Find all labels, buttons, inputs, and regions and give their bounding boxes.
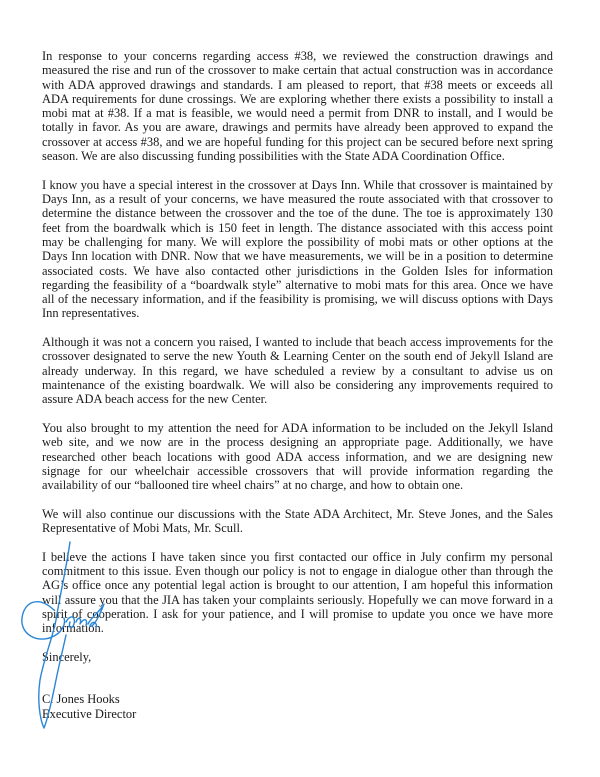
closing-salutation: Sincerely, (42, 650, 92, 665)
paragraph-website-signage: You also brought to my attention the need for ADA information to be included on the Jekyll Island web site, and we now are in the process designing an appropriate page. Additionally, we have researched other beach locations with good ADA access information, and we are designing new signage for our wheelchair accessible crossovers that will provide information regarding the availability of our “ballooned tire wheel chairs” at no charge, and how to obtain one. (42, 421, 553, 493)
paragraph-commitment: I believe the actions I have taken since you first contacted our office in July confirm my personal commitment to this issue. Even though our policy is not to engage in dialogue other than through the AG’s office once any potential legal action is brought to our attention, I am hopeful this information will assure you that the JIA has taken your complaints seriously. Hopefully we can move forward in a spirit of cooperation. I ask for your patience, and I will promise to update you once we have more information. (42, 549, 553, 636)
signer-name: C. Jones Hooks (42, 692, 120, 707)
paragraph-discussions: We will also continue our discussions with the State ADA Architect, Mr. Steve Jones, and the Sales Representative of Mobi Mats, Mr. Scull. (42, 506, 553, 536)
paragraph-days-inn: I know you have a special interest in the crossover at Days Inn. While that crossover is maintained by Days Inn, as a result of your concerns, we have measured the route associated with that crossover to determine the distance between the crossover and the toe of the dune. The toe is approximately 130 feet from the boardwalk which is 150 feet in length. The distance associated with this access point may be challenging for many. We will explore the possibility of mobi mats or other options at the Days Inn location with DNR. Now that we have measurements, we will be in a position to determine associated costs. We have also contacted other jurisdictions in the Golden Isles for information regarding the feasibility of a “boardwalk style” alternative to mobi mats for this area. Once we have all of the necessary information, and if the feasibility is promising, we will discuss options with Days Inn representatives. (42, 177, 553, 321)
letter-body (42, 49, 553, 721)
signature-space (42, 664, 553, 692)
paragraph-access-38: In response to your concerns regarding access #38, we reviewed the construction drawings and measured the rise and run of the crossover to make certain that actual construction was in accordance with ADA approved drawings and standards. I am pleased to report, that #38 meets or exceeds all ADA requirements for dune crossings. We are exploring whether there exists a possibility to install a mobi mat at #38. If a mat is feasible, we would need a permit from DNR to install, and I would be totally in favor. As you are aware, drawings and permits have already been approved to expand the crossover at access #38, and we are hopeful funding for this project can be secured before next spring season. We are also discussing funding possibilities with the State ADA Coordination Office. (42, 49, 553, 164)
paragraph-youth-learning-center: Although it was not a concern you raised, I wanted to include that beach access improvements for the crossover designated to serve the new Youth & Learning Center on the south end of Jekyll Island are already underway. In this regard, we have scheduled a review by a consultant to advise us on maintenance of the existing boardwalk. We will also be considering any improvements required to assure ADA beach access for the new Center. (42, 335, 553, 407)
signer-title: Executive Director (42, 706, 137, 721)
